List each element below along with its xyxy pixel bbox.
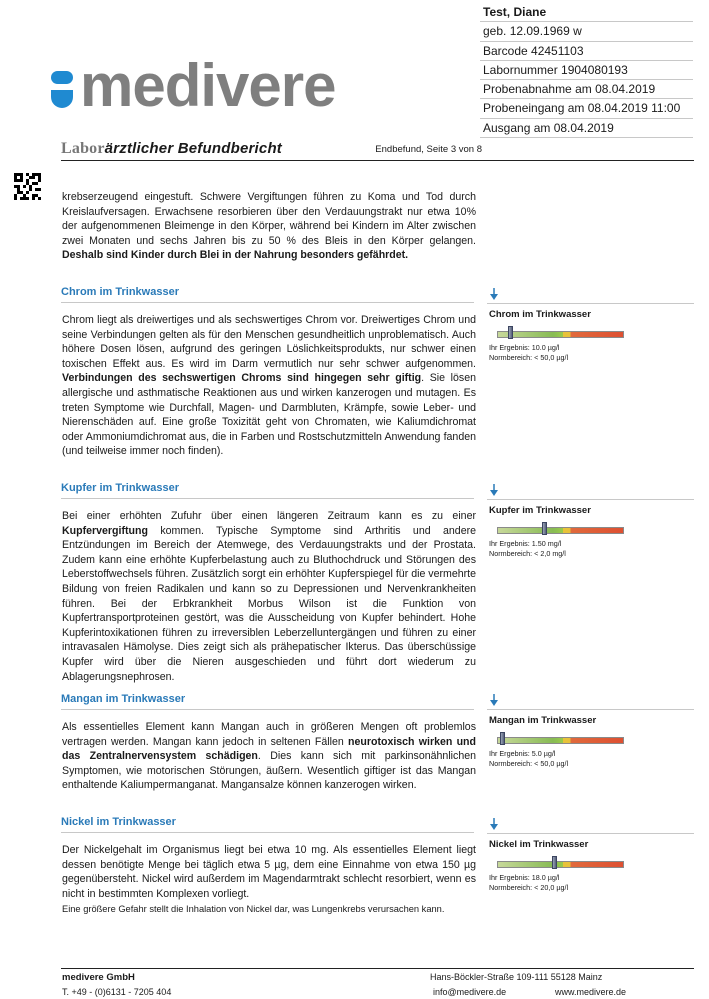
report-header — [61, 139, 694, 161]
footer-address: Hans-Böckler-Straße 109-111 55128 Mainz — [430, 972, 603, 982]
expand-arrow-icon[interactable] — [489, 694, 499, 708]
panel-result: Ihr Ergebnis: 1.50 mg/l Normbereich: < 2,0 mg/l — [489, 539, 566, 558]
intro-paragraph: krebserzeugend eingestuft. Schwere Vergiftungen führen zu Koma und Tod durch Kreislaufversagen. Erwachsene resorbieren über den Verdauungstrakt nur etwa 10% der aufgenommenen Bleimenge in den Körper, während bei Kindern im Alter zwischen zwei Monaten und sechs Jahren bis zu 50 % des Bleis in den Körper gelangen. Deshalb sind Kinder durch Blei in der Nahrung besonders gefährdet. — [62, 191, 476, 262]
page-info: Endbefund, Seite 3 von 8 — [375, 144, 482, 155]
result-panel-nickel — [487, 818, 694, 898]
patient-info-box — [480, 3, 693, 138]
patient-birth: geb. 12.09.1969 w — [480, 22, 693, 41]
sampling-date: Probenabnahme am 08.04.2019 — [480, 80, 693, 99]
logo-mark-icon — [50, 71, 74, 113]
expand-arrow-icon[interactable] — [489, 484, 499, 498]
patient-name: Test, Diane — [480, 3, 693, 22]
panel-result: Ihr Ergebnis: 10.0 µg/l Normbereich: < 50,0 µg/l — [489, 343, 569, 362]
result-panel-chrom — [487, 288, 694, 368]
nickel-note: Eine größere Gefahr stellt die Inhalation von Nickel dar, was Lungenkrebs verursachen kann. — [62, 904, 445, 914]
footer-email[interactable]: info@medivere.de — [433, 987, 507, 997]
footer-divider — [61, 968, 694, 969]
result-marker — [552, 856, 557, 869]
patient-labnumber: Labornummer 1904080193 — [480, 61, 693, 80]
panel-result: Ihr Ergebnis: 18.0 µg/l Normbereich: < 20,0 µg/l — [489, 873, 569, 892]
logo-text: medivere — [80, 52, 336, 119]
footer-phone: T. +49 - (0)6131 - 7205 404 — [62, 987, 172, 997]
result-panel-kupfer — [487, 484, 694, 564]
report-title-prefix: Labor — [61, 140, 105, 157]
kupfer-paragraph: Bei einer erhöhten Zufuhr über einen längeren Zeitraum kann es zu einer Kupfervergiftung kommen. Typische Symptome sind Arthritis und andere Entzündungen im Bereich der Atemwege, des Verdauungstrakts und der Prostata. Zudem kann eine erhöhte Kupferbelastung auch zu Bluthochdruck und Störungen des Leberstoffwechsels führen. Zusätzlich sorgt ein erhöhter Kupferspiegel für die vermehrte Bildung von freien Radikalen und kann so zu Depressionen und Nervenkrankheiten führen. Bei der Erbkrankheit Morbus Wilson ist die Funktion von Kupfertransportproteinen gestört, was die Ausscheidung von Kupfer behindert. Hohe Kupferintoxikationen führen zu irreversiblen Leberzelluntergängen und führen zu einer intravasalen Hämolyse. Dies zeigt sich als prähepatischer Ikterus. Das überschüssige Kupfer wird über die Nieren ausgeschieden und führt dort wiederum zu Ablagerungsnephrosen. — [62, 510, 476, 683]
result-scale-bar — [497, 861, 624, 868]
output-date: Ausgang am 08.04.2019 — [480, 119, 693, 138]
result-scale-bar — [497, 331, 624, 338]
footer-website[interactable]: www.medivere.de — [555, 987, 627, 997]
expand-arrow-icon[interactable] — [489, 288, 499, 302]
panel-title: Kupfer im Trinkwasser — [489, 505, 591, 516]
intro-warning: Deshalb sind Kinder durch Blei in der Nahrung besonders gefährdet. — [62, 249, 409, 262]
result-scale-bar — [497, 737, 624, 744]
mangan-paragraph: Als essentielles Element kann Mangan auch in größeren Mengen oft problemlos vertragen werden. Mangan kann jedoch in seltenen Fällen neurotoxisch wirken und das Zentralnervensystem schädigen. Dies kann sich mit parkinsonähnlichen Symptomen, wie motorischen Störungen, äußern. Wesentlich giftiger ist das Mangan enthaltende Kaliumpermanganat. Mangansalze können kanzerogen wirken. — [62, 721, 476, 792]
nickel-paragraph: Der Nickelgehalt im Organismus liegt bei etwa 10 mg. Als essentielles Element liegt dessen benötigte Menge bei täglich etwa 5 µg, dem eine Einnahme von etwa 150 µg gegenübersteht. Nickel wird außerdem im Magendarmtrakt schlecht resorbiert, wenn es nicht in bestimmten Komplexen vorliegt. — [62, 844, 476, 900]
section-heading-kupfer: Kupfer im Trinkwasser — [61, 481, 474, 499]
result-marker — [508, 326, 513, 339]
footer-company: medivere GmbH — [62, 972, 135, 983]
patient-barcode: Barcode 42451103 — [480, 42, 693, 61]
report-title-rest: ärztlicher Befundbericht — [104, 140, 283, 157]
result-panel-mangan — [487, 694, 694, 774]
result-marker — [542, 522, 547, 535]
panel-title: Mangan im Trinkwasser — [489, 715, 597, 726]
panel-title: Chrom im Trinkwasser — [489, 309, 591, 320]
report-title — [61, 140, 282, 158]
section-heading-chrom: Chrom im Trinkwasser — [61, 285, 474, 303]
panel-result: Ihr Ergebnis: 5.0 µg/l Normbereich: < 50,0 µg/l — [489, 749, 569, 768]
expand-arrow-icon[interactable] — [489, 818, 499, 832]
section-heading-nickel: Nickel im Trinkwasser — [61, 815, 474, 833]
result-marker — [500, 732, 505, 745]
receipt-date: Probeneingang am 08.04.2019 11:00 — [480, 99, 693, 118]
panel-title: Nickel im Trinkwasser — [489, 839, 589, 850]
chrom-paragraph: Chrom liegt als dreiwertiges und als sechswertiges Chrom vor. Dreiwertiges Chrom und seine Verbindungen gelten als für den Menschen gesundheitlich unproblematisch. Auch höhere Dosen lösen, aufgrund des geringen Löslichkeitsprodukts, nur schwer einen toxischen Effekt aus. Es wird im Darm vermutlich nur sehr schwer aufgenommen. Verbindungen des sechswertigen Chroms sind hingegen sehr giftig. Sie lösen allergische und asthmatische Reaktionen aus und wirken kanzerogen und mutagen. Es treten Symptome wie Durchfall, Magen- und Darmbluten, Krämpfe, sowie Leber- und Nierenschäden auf. Eine große Toxizität geht von Chromaten, wie Kaliumdichromat oder Ammoniumdichromat aus, die in Farben und Rostschutzmitteln Anwendung fanden (und teilweise immer noch finden). — [62, 314, 477, 458]
section-heading-mangan: Mangan im Trinkwasser — [61, 692, 474, 710]
result-scale-bar — [497, 527, 624, 534]
qr-code-icon — [14, 173, 41, 200]
